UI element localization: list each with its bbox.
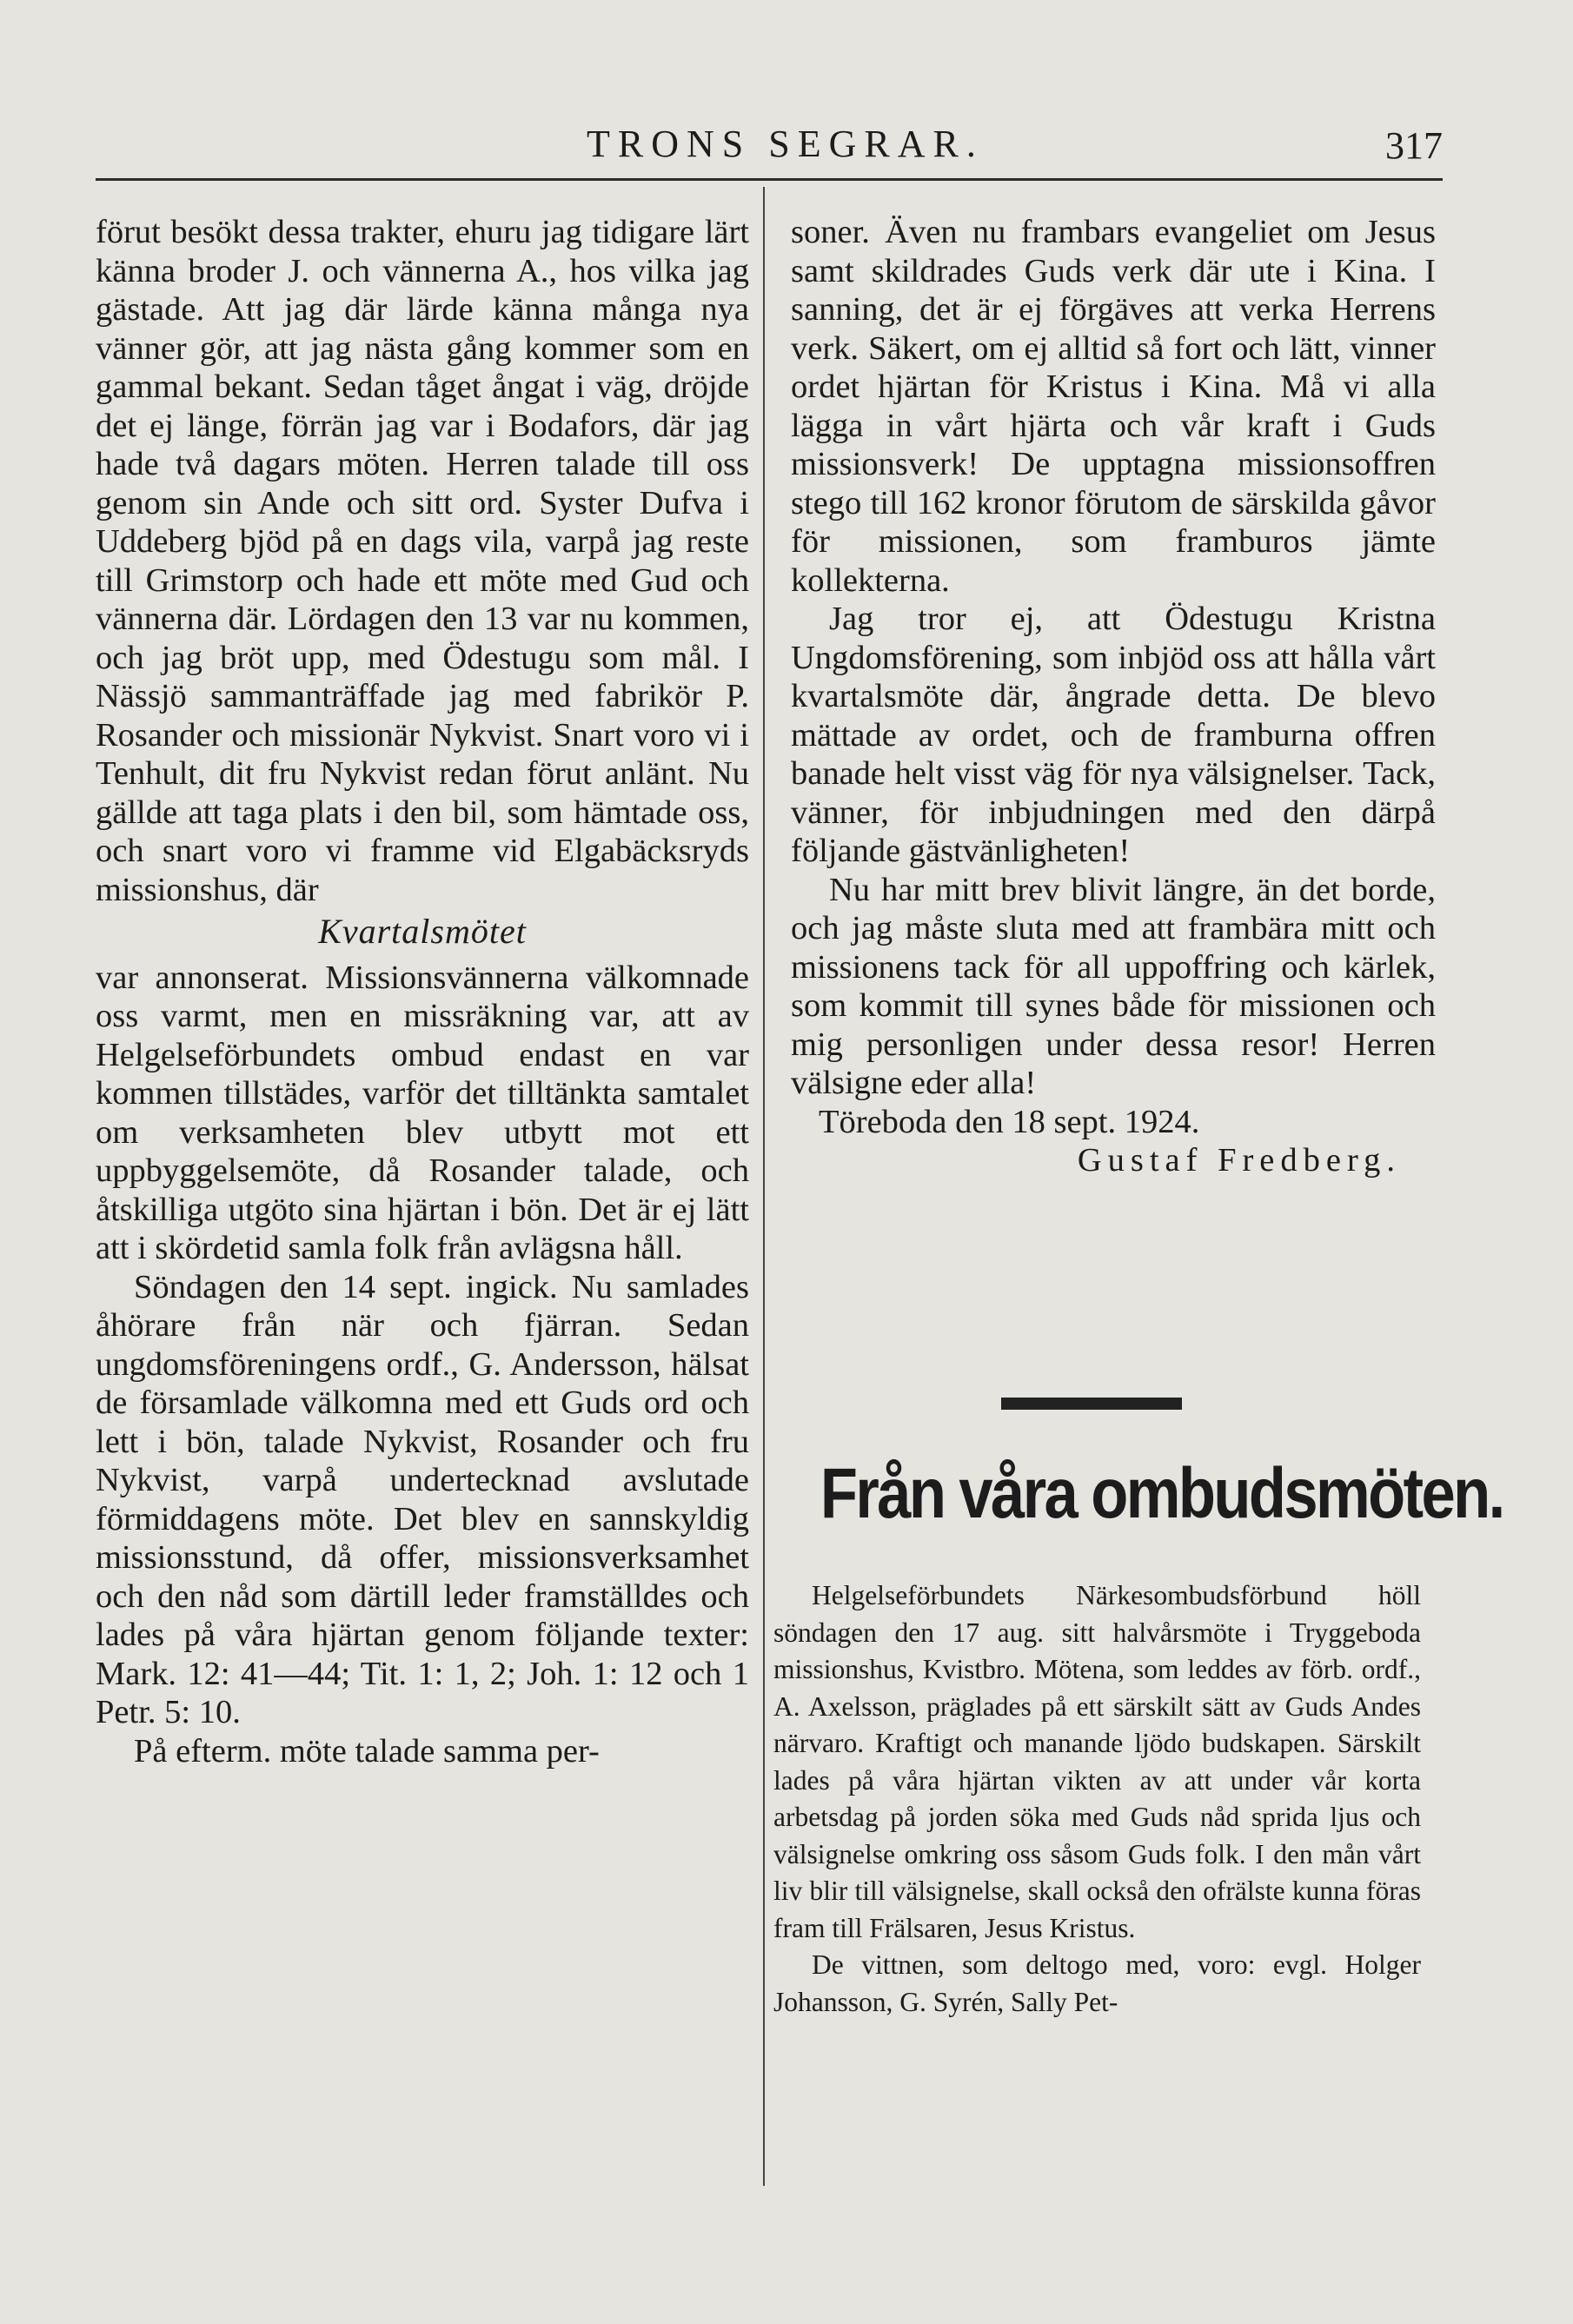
magazine-title: TRONS SEGRAR. xyxy=(587,123,984,165)
section-title: Från våra ombudsmöten. xyxy=(820,1454,1503,1533)
header-rule xyxy=(96,178,1443,181)
report-paragraph-1: Helgelseförbundets Närkesombudsförbund höll söndagen den 17 aug. sitt halvårsmöte i Tryggeboda missionshus, Kvistbro. Mötena, som leddes av förb. ordf., A. Axelsson, präglades på ett särskilt sätt av Guds Andes närvaro. Kraftigt och manande ljödo budskapen. Särskilt lades på våra hjärtan vikten av att under vår korta arbetsdag på jorden söka med Guds nåd sprida ljus och välsignelse omkring oss såsom Guds folk. I den mån vårt liv blir till välsignelse, skall också den ofrälste kunna föras fram till Frälsaren, Jesus Kristus. xyxy=(773,1580,1421,1943)
subheading-kvartalsmotet: Kvartalsmötet xyxy=(318,912,527,951)
right-column-report xyxy=(773,1577,1421,2021)
right-paragraph-1: soner. Även nu frambars evangeliet om Jesus samt skildrades Guds verk där ute i Kina. I sanning, det är ej förgäves att verka Herrens verk. Säkert, om ej alltid så fort och lätt, vinner ordet hjärtan för Kristus i Kina. Må vi alla lägga in vårt hjärta och vår kraft i Guds missionsverk! De upptagna missionsoffren stego till 162 kronor förutom de särskilda gåvor för missionen, som framburos jämte kollekterna. xyxy=(791,214,1436,599)
left-paragraph-2: var annonserat. Missionsvännerna välkomnade oss varmt, men en missräkning var, att av Helgelseförbundets ombud endast en var kommen tillstädes, varför det tilltänkta samtalet om verksamheten blev utbytt mot ett uppbyggelsemöte, då Rosander talade, och åtskilliga utgöto sina hjärtan i bön. Det är ej lätt att i skördetid samla folk från avlägsna håll. xyxy=(96,959,749,1266)
left-column xyxy=(96,213,749,1770)
report-paragraph-2: De vittnen, som deltogo med, voro: evgl. Holger Johansson, G. Syrén, Sally Pet- xyxy=(773,1949,1421,2017)
signature: Gustaf Fredberg. xyxy=(1077,1142,1401,1179)
place-and-date: Töreboda den 18 sept. 1924. xyxy=(819,1103,1200,1140)
page-number: 317 xyxy=(1385,124,1443,167)
left-paragraph-4: På efterm. möte talade samma per- xyxy=(134,1732,600,1770)
left-paragraph-3: Söndagen den 14 sept. ingick. Nu samlades åhörare från när och fjärran. Sedan ungdomsföreningens ordf., G. Andersson, hälsat de församlade välkomna med ett Guds ord och lett i bön, talade Nykvist, Rosander och fru Nykvist, varpå undertecknad avslutade förmiddagens möte. Det blev en sannskyldig missionsstund, då offer, missionsverksamhet och den nåd som därtill leder framställdes och lades på våra hjärtan genom följande texter: Mark. 12: 41—44; Tit. 1: 1, 2; Joh. 1: 12 och 1 Petr. 5: 10. xyxy=(96,1268,749,1730)
left-paragraph-1: förut besökt dessa trakter, ehuru jag tidigare lärt känna broder J. och vännerna A., hos vilka jag gästade. Att jag där lärde känna många nya vänner gör, att jag nästa gång kommer som en gammal bekant. Sedan tåget ångat i väg, dröjde det ej länge, förrän jag var i Bodafors, där jag hade två dagars möten. Herren talade till oss genom sin Ande och sitt ord. Syster Dufva i Uddeberg bjöd på en dags vila, varpå jag reste till Grimstorp och hade ett möte med Gud och vännerna där. Lördagen den 13 var nu kommen, och jag bröt upp, med Ödestugu som mål. I Nässjö sammanträffade jag med fabrikör P. Rosander och missionär Nykvist. Snart voro vi i Tenhult, dit fru Nykvist redan förut anlänt. Nu gällde att taga plats i den bil, som hämtade oss, och snart voro vi framme vid Elgabäcksryds missionshus, där xyxy=(96,214,749,908)
right-paragraph-3: Nu har mitt brev blivit längre, än det borde, och jag måste sluta med att frambära mitt och missionens tack för all uppoffring och kärlek, som kommit till synes både för missionen och mig personligen under dessa resor! Herren välsigne eder alla! xyxy=(791,871,1436,1101)
column-divider xyxy=(763,187,765,2186)
page-header xyxy=(96,122,1443,174)
decorative-separator xyxy=(1001,1398,1182,1410)
right-paragraph-2: Jag tror ej, att Ödestugu Kristna Ungdomsförening, som inbjöd oss att hålla vårt kvartalsmöte där, ångrade detta. De blevo mättade av ordet, och de framburna offren banade helt visst väg för nya välsignelser. Tack, vänner, för inbjudningen med den därpå följande gästvänligheten! xyxy=(791,601,1436,869)
right-column-letter xyxy=(791,213,1436,1180)
